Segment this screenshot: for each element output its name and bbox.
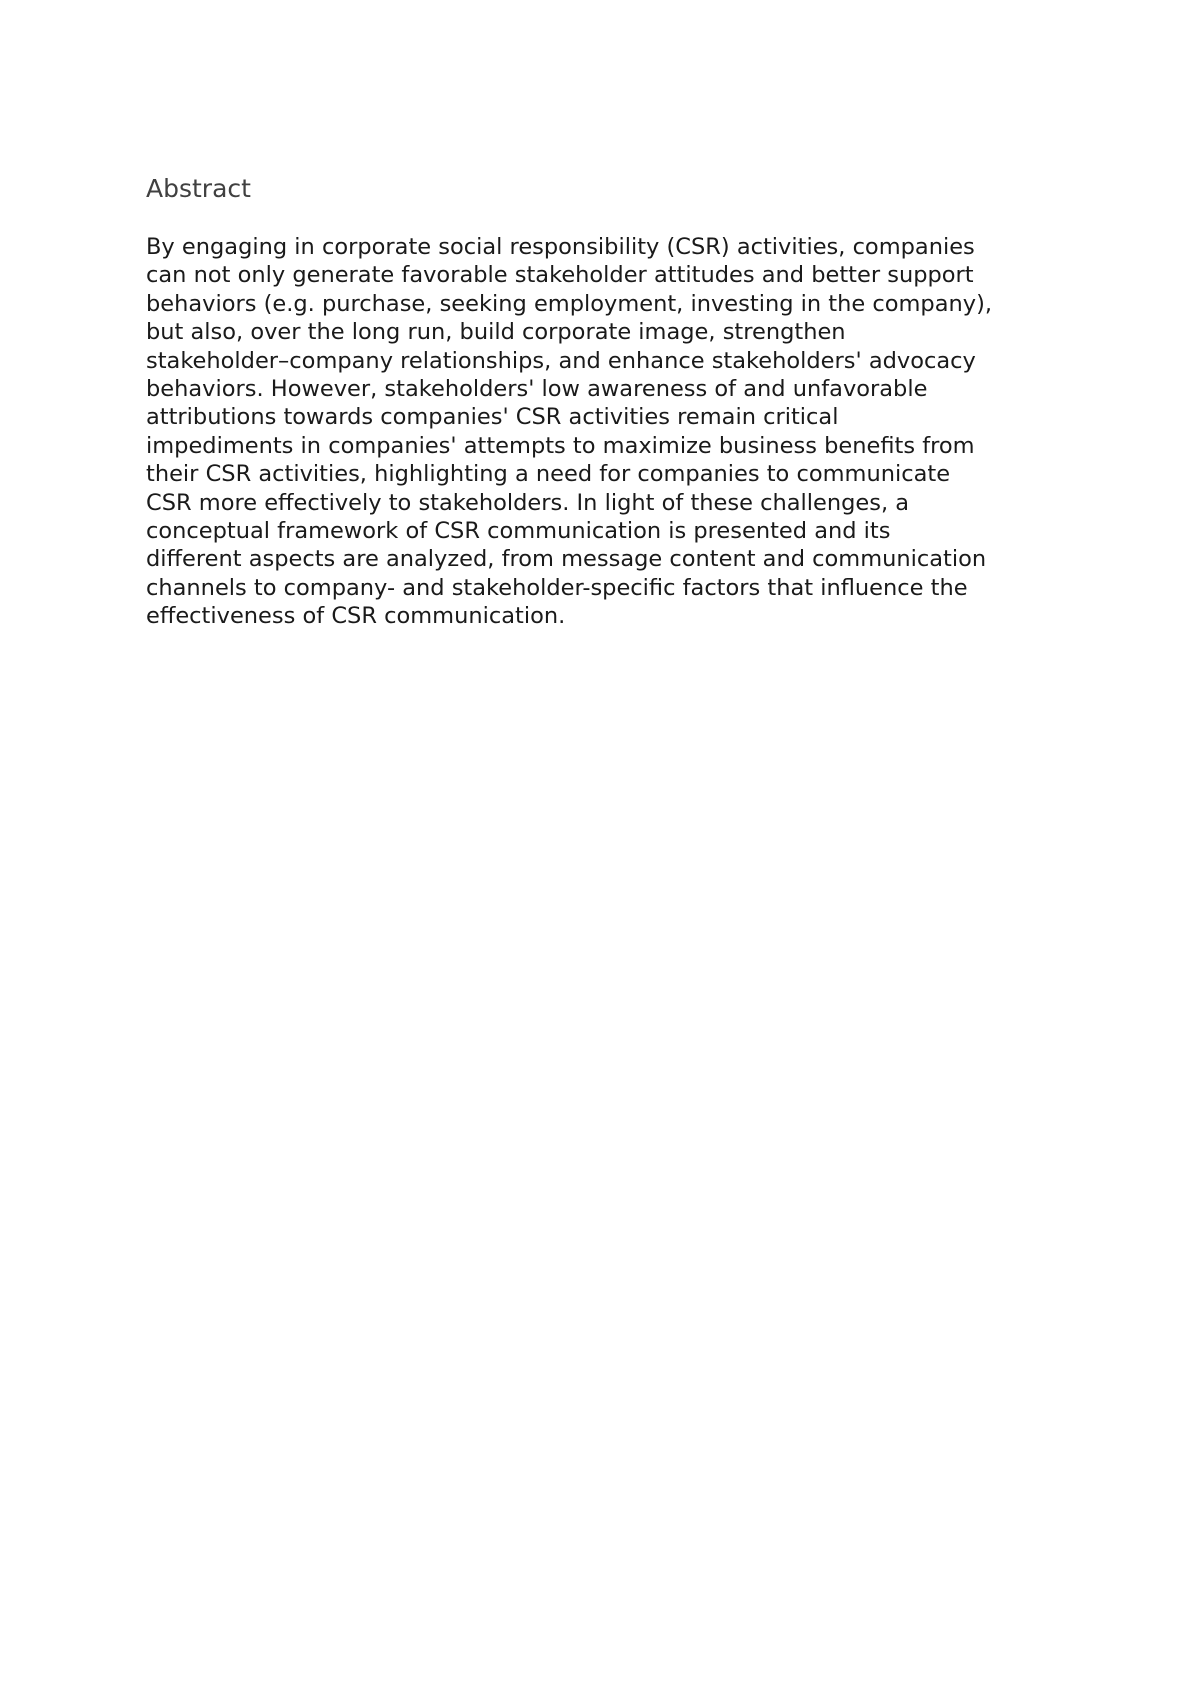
abstract-line: behaviors (e.g. purchase, seeking employment, investing in the company),	[146, 290, 993, 317]
abstract-line: impediments in companies' attempts to maximize business benefits from	[146, 432, 975, 459]
abstract-line: conceptual framework of CSR communication is presented and its	[146, 518, 891, 545]
abstract-line: can not only generate favorable stakeholder attitudes and better support	[146, 262, 974, 289]
abstract-line: their CSR activities, highlighting a need for companies to communicate	[146, 461, 951, 488]
abstract-line: different aspects are analyzed, from message content and communication	[146, 546, 987, 573]
abstract-line: behaviors. However, stakeholders' low awareness of and unfavorable	[146, 376, 928, 403]
abstract-line: By engaging in corporate social responsibility (CSR) activities, companies	[146, 234, 975, 260]
abstract-line: attributions towards companies' CSR activities remain critical	[146, 404, 839, 431]
abstract-line: channels to company- and stakeholder-specific factors that influence the	[146, 574, 968, 601]
abstract-heading: Abstract	[146, 174, 251, 203]
abstract-line: effectiveness of CSR communication.	[146, 603, 566, 630]
abstract-line: but also, over the long run, build corporate image, strengthen	[146, 319, 846, 346]
abstract-paragraph	[146, 233, 992, 631]
abstract-line: CSR more effectively to stakeholders. In light of these challenges, a	[146, 489, 910, 516]
abstract-line: stakeholder–company relationships, and enhance stakeholders' advocacy	[146, 347, 976, 374]
